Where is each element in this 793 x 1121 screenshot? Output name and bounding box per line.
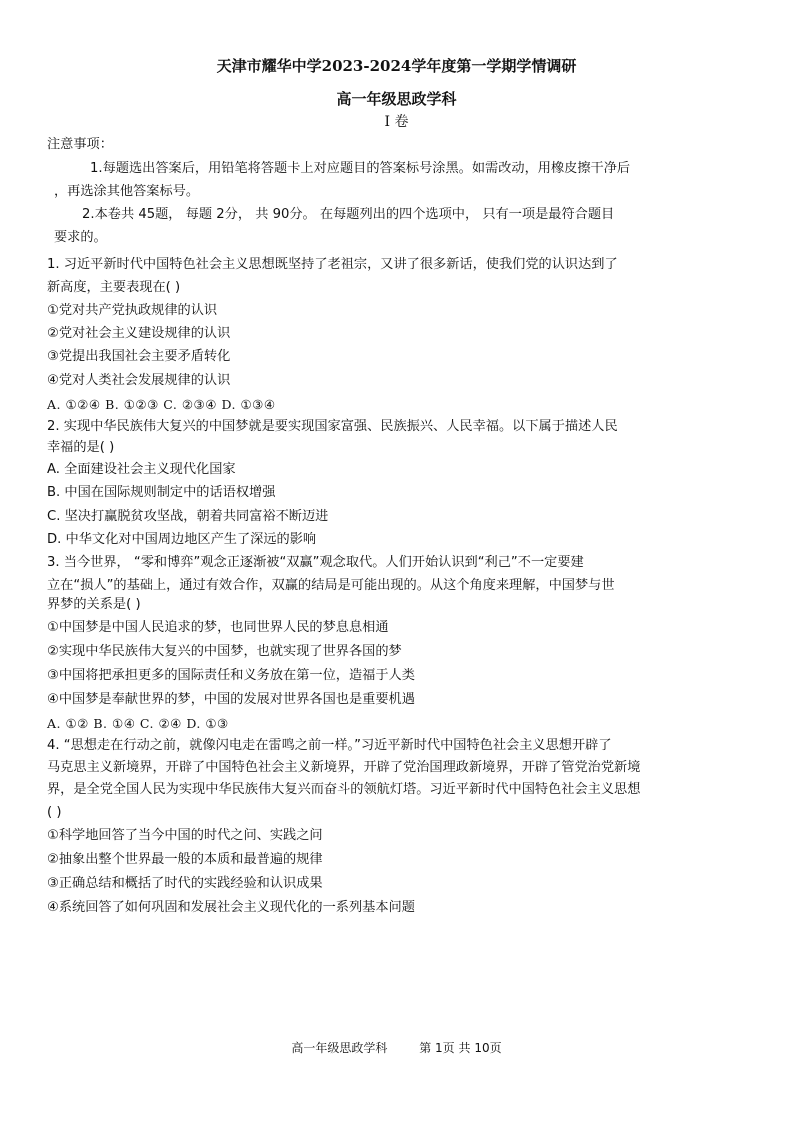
page-footer: [0, 1039, 793, 1056]
q4-option-1: ①科学地回答了当今中国的时代之问、实践之问: [47, 828, 323, 843]
q4-stem: 4. “思想走在行动之前，就像闪电走在雷鸣之前一样。”习近平新时代中国特色社会主义思想开辟了: [47, 738, 612, 753]
notice-item-1: 1.每题选出答案后，用铅笔将答题卡上对应题目的答案标号涂黑。如需改动，用橡皮擦干净后: [90, 161, 631, 176]
q3-option-1: ①中国梦是中国人民追求的梦，也同世界人民的梦息息相通: [47, 620, 389, 635]
section-label: Ⅰ 卷: [384, 114, 409, 130]
q3-option-4: ④中国梦是奉献世界的梦，中国的发展对世界各国也是重要机遇: [47, 692, 415, 707]
q2-choice-b: B. 中国在国际规则制定中的话语权增强: [47, 485, 276, 500]
notice-heading: 注意事项：: [47, 137, 113, 152]
q3-stem: 3. 当今世界， “零和博弈”观念正逐渐被“双赢”观念取代。人们开始认识到“利己”不一定要建: [47, 555, 584, 570]
q3-stem-cont-1: 立在“损人”的基础上，通过有效合作，双赢的结局是可能出现的。从这个角度来理解，中国梦与世: [47, 578, 615, 593]
q3-option-2: ②实现中华民族伟大复兴的中国梦，也就实现了世界各国的梦: [47, 644, 402, 659]
q4-option-3: ③正确总结和概括了时代的实践经验和认识成果: [47, 876, 323, 891]
q1-answer-choices: A. ①②④ B. ①②③ C. ②③④ D. ①③④: [47, 397, 276, 412]
footer-subject: 高一年级思政学科: [291, 1041, 388, 1055]
q4-option-2: ②抽象出整个世界最一般的本质和最普遍的规律: [47, 852, 323, 867]
q2-choice-d: D. 中华文化对中国周边地区产生了深远的影响: [47, 532, 317, 547]
notice-item-2: 2.本卷共 45题， 每题 2分， 共 90分。 在每题列出的四个选项中， 只有一项是最符合题目: [82, 207, 615, 222]
q1-option-4: ④党对人类社会发展规律的认识: [47, 373, 231, 388]
q4-stem-cont-3: ( ): [47, 805, 62, 820]
q1-stem-cont: 新高度，主要表现在( ): [47, 280, 181, 295]
q4-stem-cont-2: 界，是全党全国人民为实现中华民族伟大复兴而奋斗的领航灯塔。习近平新时代中国特色社会主义思想: [47, 782, 641, 797]
q1-option-1: ①党对共产党执政规律的认识: [47, 303, 218, 318]
q1-stem: 1. 习近平新时代中国特色社会主义思想既坚持了老祖宗，又讲了很多新话，使我们党的认识达到了: [47, 257, 618, 272]
q4-option-4: ④系统回答了如何巩固和发展社会主义现代化的一系列基本问题: [47, 900, 415, 915]
q4-stem-cont-1: 马克思主义新境界，开辟了中国特色社会主义新境界，开辟了党治国理政新境界，开辟了管党治党新境: [47, 760, 641, 775]
q3-stem-cont-2: 界梦的关系是( ): [47, 597, 141, 612]
notice-item-1-cont: ，再选涂其他答案标号。: [54, 184, 200, 199]
q3-answer-choices: A. ①② B. ①④ C. ②④ D. ①③: [47, 716, 229, 731]
q2-choice-c: C. 坚决打赢脱贫攻坚战，朝着共同富裕不断迈进: [47, 509, 329, 524]
q1-option-3: ③党提出我国社会主要矛盾转化: [47, 349, 231, 364]
q2-stem-cont: 幸福的是( ): [47, 440, 115, 455]
q2-stem: 2. 实现中华民族伟大复兴的中国梦就是要实现国家富强、民族振兴、人民幸福。以下属于描述人民: [47, 419, 618, 434]
exam-title: 天津市耀华中学2023-2024学年度第一学期学情调研: [216, 57, 577, 75]
exam-subtitle: 高一年级思政学科: [336, 90, 457, 108]
q2-choice-a: A. 全面建设社会主义现代化国家: [47, 462, 236, 477]
q3-option-3: ③中国将把承担更多的国际责任和义务放在第一位，造福于人类: [47, 668, 415, 683]
q1-option-2: ②党对社会主义建设规律的认识: [47, 326, 231, 341]
footer-page-number: 第 1页 共 10页: [419, 1041, 502, 1055]
notice-item-2-cont: 要求的。: [54, 230, 107, 245]
